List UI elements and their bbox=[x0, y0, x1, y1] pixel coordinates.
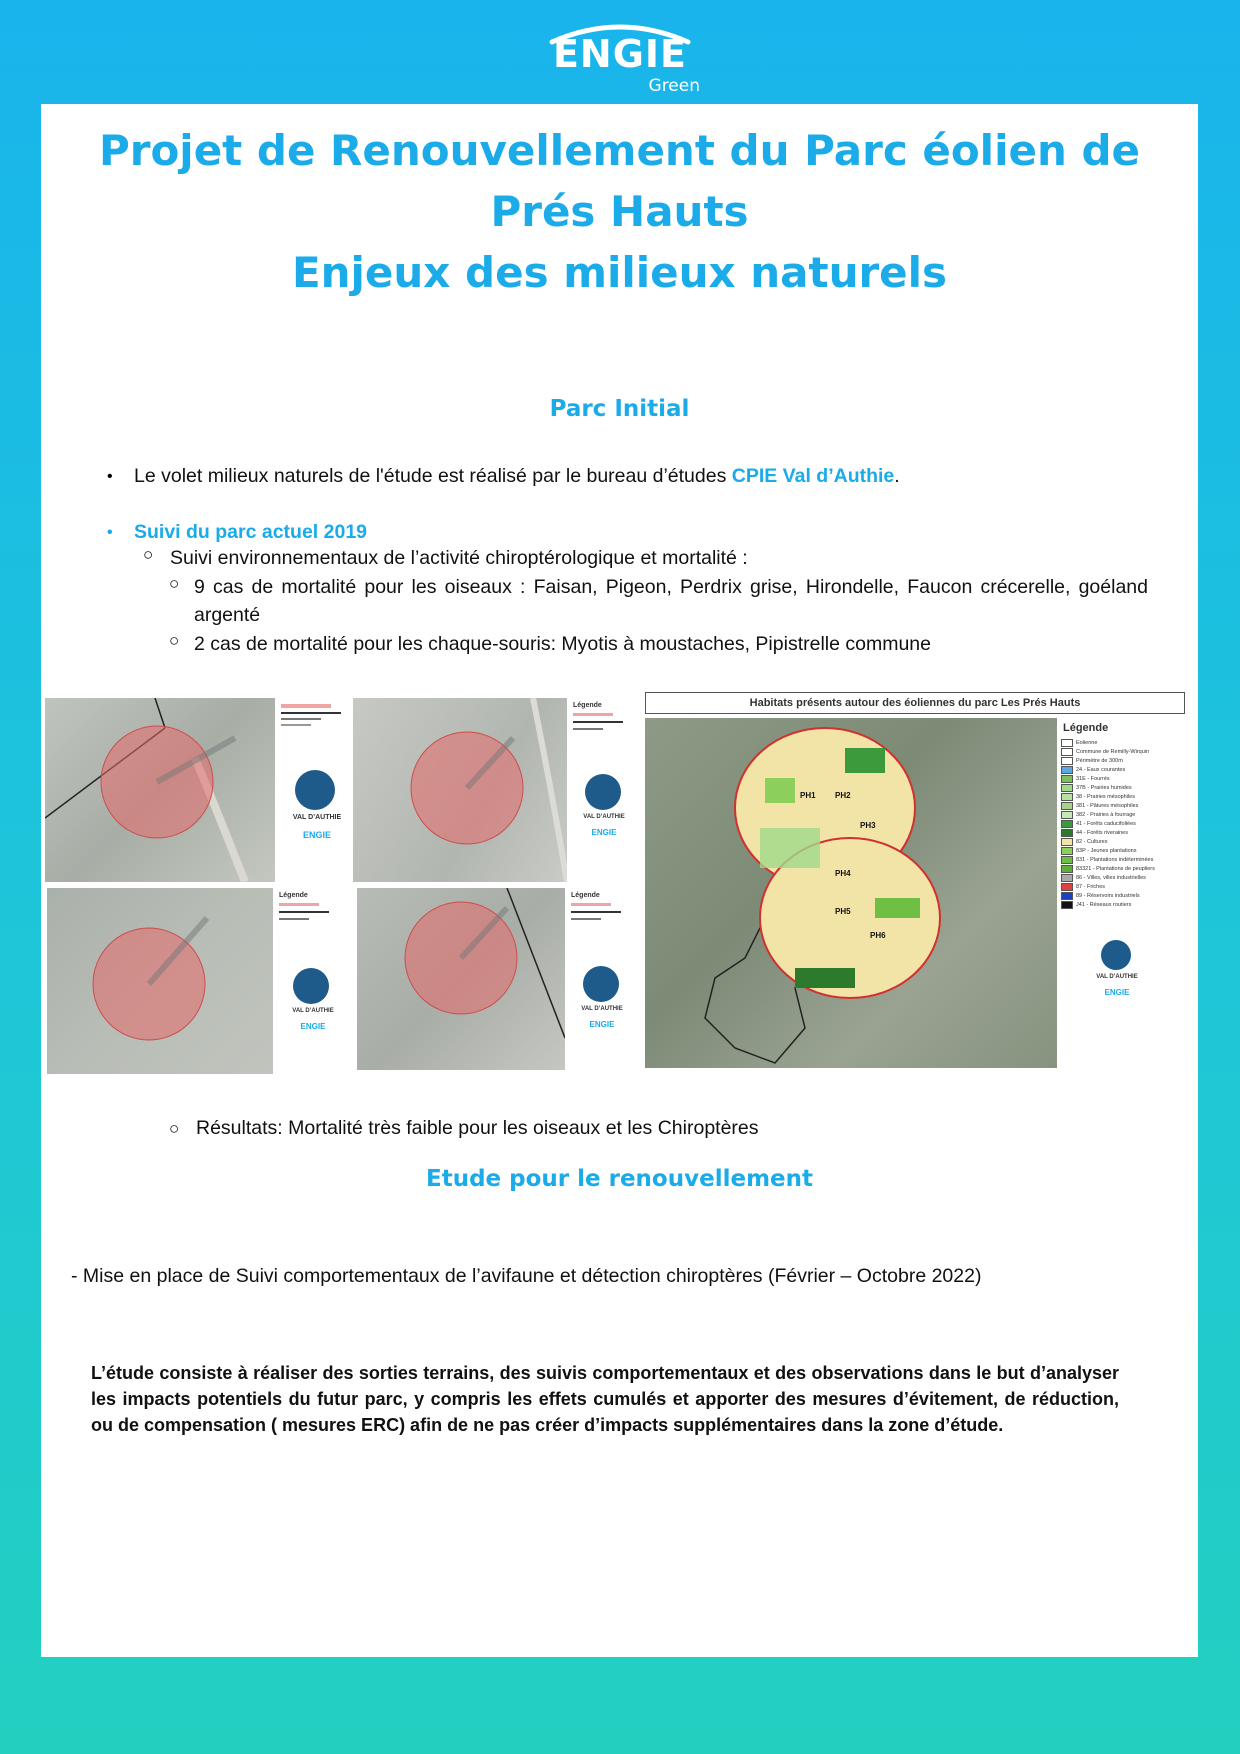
habitat-label: 44 - Forêts riveraines bbox=[1076, 829, 1128, 836]
legend-box-2 bbox=[569, 698, 639, 882]
resultats-text: Résultats: Mortalité très faible pour les oiseaux et les Chiroptères bbox=[196, 1117, 759, 1139]
habitat-label: 381 - Pâtures mésophiles bbox=[1076, 802, 1139, 809]
turbine-label: PH6 bbox=[870, 931, 886, 940]
habitat-legend-item bbox=[1061, 819, 1179, 828]
habitat-legend-item bbox=[1061, 792, 1179, 801]
circle-bullet-icon: ○ bbox=[169, 631, 180, 650]
habitat-label: Eolienne bbox=[1076, 739, 1098, 746]
val-authie-label: VAL D’AUTHIE bbox=[583, 814, 625, 820]
habitat-label: 82 - Cultures bbox=[1076, 838, 1108, 845]
habitat-swatch bbox=[1061, 856, 1073, 864]
habitat-legend-item bbox=[1061, 900, 1179, 909]
intro-text bbox=[134, 462, 1134, 490]
habitat-label: 38 - Prairies mésophiles bbox=[1076, 793, 1135, 800]
turbine-label: PH2 bbox=[835, 791, 851, 800]
intro-end: . bbox=[894, 465, 900, 487]
aerial-photo-4 bbox=[357, 888, 565, 1070]
legend-small-lines bbox=[277, 698, 357, 732]
habitat-swatch bbox=[1061, 811, 1073, 819]
legend-small-heading: Légende bbox=[279, 892, 308, 899]
cpie-highlight: CPIE Val d’Authie bbox=[731, 465, 895, 487]
habitat-label: 31E - Fourrés bbox=[1076, 775, 1110, 782]
habitat-legend bbox=[1057, 718, 1183, 1068]
habitat-legend-item bbox=[1061, 756, 1179, 765]
val-authie-logo-icon bbox=[585, 774, 621, 810]
habitat-swatch bbox=[1061, 901, 1073, 909]
habitat-swatch bbox=[1061, 883, 1073, 891]
val-authie-logo-icon bbox=[1101, 940, 1131, 970]
intro-body: Le volet milieux naturels de l'étude est réalisé par le bureau d’études bbox=[134, 465, 732, 487]
val-authie-logo-icon bbox=[583, 966, 619, 1002]
section-etude-renouvellement: Etude pour le renouvellement bbox=[425, 1166, 813, 1192]
habitat-swatch bbox=[1061, 829, 1073, 837]
habitat-map bbox=[645, 718, 1057, 1068]
habitat-list bbox=[1057, 738, 1183, 909]
page-title bbox=[41, 120, 1198, 303]
habitat-legend-item bbox=[1061, 774, 1179, 783]
engie-small-logo: ENGIE bbox=[1104, 988, 1130, 997]
document-page bbox=[41, 104, 1198, 1657]
aerial-photo-3 bbox=[47, 888, 273, 1074]
habitat-label: Commune de Remilly-Wirquin bbox=[1076, 748, 1150, 755]
habitat-label: 37B - Prairies humides bbox=[1076, 784, 1132, 791]
section-parc-initial: Parc Initial bbox=[549, 396, 690, 422]
figure-panel bbox=[41, 684, 1198, 1080]
circle-bullet-icon: ○ bbox=[143, 545, 154, 564]
logo-word: ENGIE bbox=[552, 32, 688, 76]
habitat-legend-item bbox=[1061, 855, 1179, 864]
aerial-map-1 bbox=[45, 698, 275, 882]
turbine-label: PH3 bbox=[860, 821, 876, 830]
habitat-legend-item bbox=[1061, 828, 1179, 837]
habitat-label: 382 - Prairies à fourrage bbox=[1076, 811, 1136, 818]
study-paragraph: L’étude consiste à réaliser des sorties terrains, des suivis comportementaux et des observations dans le but d’analyser les impacts potentiels du futur parc, y compris les effets cumulés et apporter des mesures d’évitement, de réduction, ou de compensation ( mesures ERC) afin de ne pas créer d’impacts supplémentaires dans la zone d’étude. bbox=[91, 1363, 1119, 1435]
suivi-sub: Suivi environnementaux de l’activité chiroptérologique et mortalité : bbox=[170, 547, 748, 569]
habitat-swatch bbox=[1061, 748, 1073, 756]
legend-box-4 bbox=[567, 888, 637, 1070]
habitat-legend-item bbox=[1061, 882, 1179, 891]
habitat-legend-item bbox=[1061, 783, 1179, 792]
legend-box-3 bbox=[275, 888, 351, 1074]
engie-small-logo: ENGIE bbox=[300, 1022, 326, 1031]
turbine-label: PH4 bbox=[835, 869, 851, 878]
turbine-label: PH5 bbox=[835, 907, 851, 916]
val-authie-logo-icon bbox=[295, 770, 335, 810]
habitat-swatch bbox=[1061, 802, 1073, 810]
aerial-map-3 bbox=[47, 888, 273, 1074]
habitat-legend-item bbox=[1061, 846, 1179, 855]
engie-small-logo: ENGIE bbox=[591, 828, 617, 837]
habitat-label: 87 - Friches bbox=[1076, 883, 1106, 890]
turbine-label: PH1 bbox=[800, 791, 816, 800]
legend-box-1 bbox=[277, 698, 357, 882]
habitat-label: 83P - Jeunes plantations bbox=[1076, 847, 1137, 854]
habitat-swatch bbox=[1061, 766, 1073, 774]
habitat-label: 83321 - Plantations de peupliers bbox=[1076, 865, 1155, 872]
habitat-map-title: Habitats présents autour des éoliennes du parc Les Prés Hauts bbox=[645, 692, 1185, 714]
habitat-swatch bbox=[1061, 892, 1073, 900]
habitat-map-drawing bbox=[645, 718, 1057, 1068]
engie-small-logo: ENGIE bbox=[302, 830, 331, 840]
circle-bullet-icon: ○ bbox=[169, 574, 180, 593]
legend-small-heading: Légende bbox=[571, 892, 600, 899]
habitat-legend-item bbox=[1061, 765, 1179, 774]
habitat-swatch bbox=[1061, 784, 1073, 792]
habitat-legend-heading: Légende bbox=[1063, 722, 1109, 734]
val-authie-label: VAL D’AUTHIE bbox=[581, 1006, 623, 1012]
title-line-3: Enjeux des milieux naturels bbox=[291, 248, 948, 297]
mise-en-place-text: - Mise en place de Suivi comportementaux de l’avifaune et détection chiroptères (Février – Octobre 2022) bbox=[71, 1265, 982, 1287]
val-authie-label: VAL D’AUTHIE bbox=[292, 814, 342, 821]
habitat-label: 24 - Eaux courantes bbox=[1076, 766, 1126, 773]
logo-sub: Green bbox=[648, 76, 700, 96]
habitat-legend-item bbox=[1061, 801, 1179, 810]
habitat-label: 41 - Forêts caducifoliées bbox=[1076, 820, 1136, 827]
title-line-2: Prés Hauts bbox=[490, 187, 749, 236]
habitat-label: 831 - Plantations indéterminées bbox=[1076, 856, 1154, 863]
habitat-swatch bbox=[1061, 865, 1073, 873]
habitat-swatch bbox=[1061, 874, 1073, 882]
habitat-swatch bbox=[1061, 739, 1073, 747]
suivi-item-birds: 9 cas de mortalité pour les oiseaux : Faisan, Pigeon, Perdrix grise, Hirondelle, Faucon crécerelle, goéland argenté bbox=[194, 576, 1148, 626]
circle-bullet-icon: ○ bbox=[169, 1119, 180, 1138]
habitat-swatch bbox=[1061, 820, 1073, 828]
habitat-label: Périmètre de 300m bbox=[1076, 757, 1123, 764]
engie-small-logo: ENGIE bbox=[589, 1020, 615, 1029]
habitat-swatch bbox=[1061, 847, 1073, 855]
val-authie-logo-icon bbox=[293, 968, 329, 1004]
title-line-1: Projet de Renouvellement du Parc éolien de bbox=[98, 126, 1141, 175]
aerial-map-4 bbox=[357, 888, 565, 1070]
legend-small-heading: Légende bbox=[573, 702, 602, 709]
habitat-legend-item bbox=[1061, 864, 1179, 873]
habitat-legend-item bbox=[1061, 738, 1179, 747]
habitat-legend-item bbox=[1061, 810, 1179, 819]
aerial-map-2 bbox=[353, 698, 567, 882]
habitat-legend-item bbox=[1061, 873, 1179, 882]
habitat-legend-item bbox=[1061, 747, 1179, 756]
aerial-photo-2 bbox=[353, 698, 567, 882]
habitat-swatch bbox=[1061, 757, 1073, 765]
habitat-swatch bbox=[1061, 775, 1073, 783]
aerial-photo-1 bbox=[45, 698, 275, 882]
habitat-legend-item bbox=[1061, 837, 1179, 846]
val-authie-label: VAL D’AUTHIE bbox=[1096, 974, 1138, 980]
suivi-heading: Suivi du parc actuel 2019 bbox=[134, 521, 368, 543]
habitat-swatch bbox=[1061, 838, 1073, 846]
val-authie-label: VAL D’AUTHIE bbox=[292, 1008, 334, 1014]
habitat-swatch bbox=[1061, 793, 1073, 801]
habitat-legend-item bbox=[1061, 891, 1179, 900]
bullet-icon: • bbox=[107, 468, 113, 485]
suivi-item-bats: 2 cas de mortalité pour les chaque-souris: Myotis à moustaches, Pipistrelle commune bbox=[194, 633, 931, 655]
bullet-icon: • bbox=[107, 524, 113, 541]
engie-green-logo bbox=[0, 18, 1240, 100]
habitat-label: J41 - Réseaux routiers bbox=[1076, 901, 1132, 908]
habitat-label: 89 - Réservoirs industriels bbox=[1076, 892, 1140, 899]
habitat-label: 86 - Villes, villes industrielles bbox=[1076, 874, 1146, 881]
